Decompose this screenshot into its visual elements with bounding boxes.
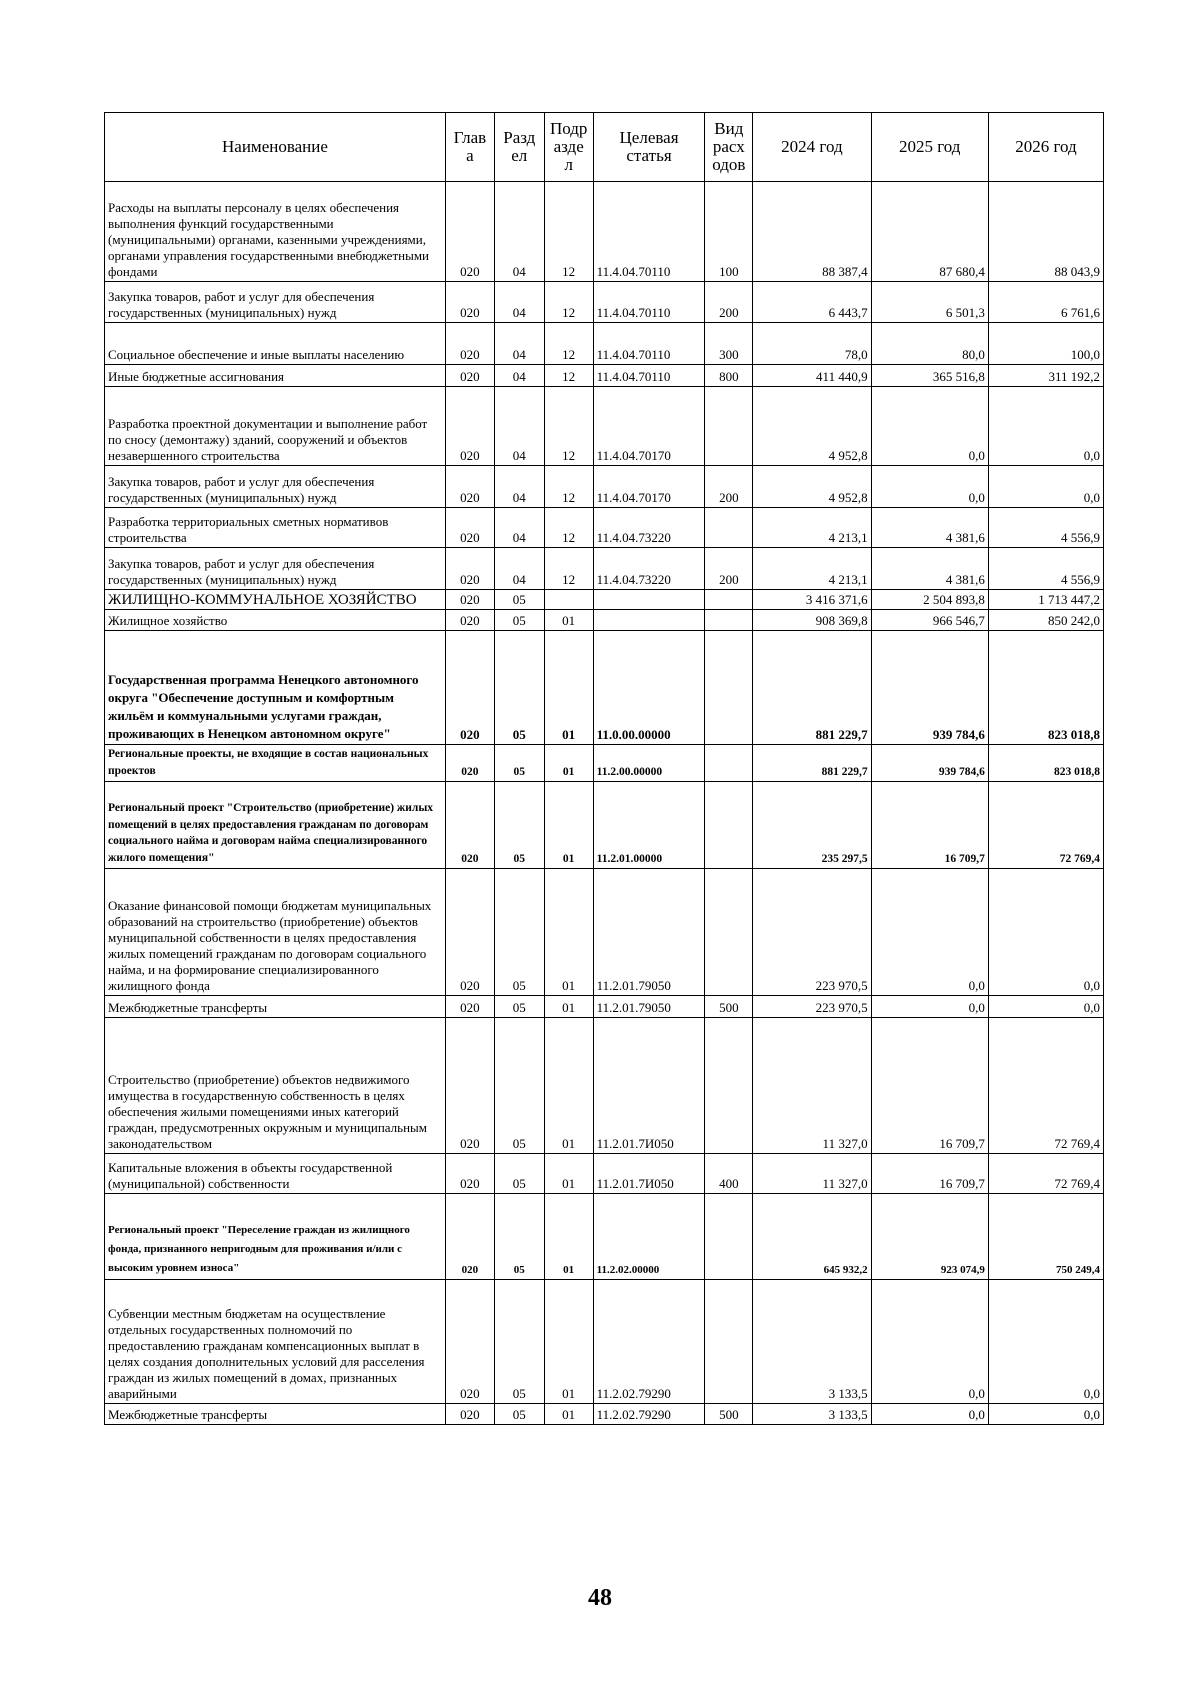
row-2026: 6 761,6: [988, 282, 1103, 323]
header-podrazdel: Подр азде л: [544, 113, 593, 182]
row-name: Иные бюджетные ассигнования: [105, 365, 446, 387]
row-razdel: 04: [494, 387, 544, 466]
row-2026: 0,0: [988, 387, 1103, 466]
row-2026: 72 769,4: [988, 1154, 1103, 1194]
row-razdel: 05: [494, 996, 544, 1018]
row-razdel: 05: [494, 610, 544, 631]
row-2026: 311 192,2: [988, 365, 1103, 387]
row-target: [593, 610, 705, 631]
row-2025: 4 381,6: [871, 548, 988, 590]
table-row: [105, 508, 1104, 548]
row-podrazdel: 12: [544, 508, 593, 548]
row-name: Социальное обеспечение и иные выплаты населению: [105, 323, 446, 365]
row-2026: 100,0: [988, 323, 1103, 365]
row-2025: 0,0: [871, 869, 988, 996]
row-2026: 0,0: [988, 869, 1103, 996]
row-razdel: 05: [494, 1154, 544, 1194]
row-target: 11.4.04.70110: [593, 323, 705, 365]
row-2025: 939 784,6: [871, 631, 988, 745]
row-podrazdel: 12: [544, 365, 593, 387]
row-glava: 020: [445, 610, 494, 631]
row-2024: 11 327,0: [753, 1018, 871, 1154]
row-2025: 6 501,3: [871, 282, 988, 323]
row-name: Межбюджетные трансферты: [105, 996, 446, 1018]
table-row: [105, 782, 1104, 869]
row-target: 11.2.02.00000: [593, 1194, 705, 1280]
row-target: 11.4.04.70110: [593, 182, 705, 282]
row-vid: 500: [705, 996, 753, 1018]
row-2025: 2 504 893,8: [871, 590, 988, 610]
header-2026: 2026 год: [988, 113, 1103, 182]
row-name: ЖИЛИЩНО-КОММУНАЛЬНОЕ ХОЗЯЙСТВО: [105, 590, 446, 610]
header-razdel: Разд ел: [494, 113, 544, 182]
row-name: Разработка проектной документации и выполнение работ по сносу (демонтажу) зданий, сооружений и объектов незавершенного строительства: [105, 387, 446, 466]
row-target: 11.4.04.70170: [593, 387, 705, 466]
row-2025: 87 680,4: [871, 182, 988, 282]
row-razdel: 05: [494, 869, 544, 996]
row-target: 11.4.04.73220: [593, 508, 705, 548]
row-target: 11.2.01.00000: [593, 782, 705, 869]
row-2025: 0,0: [871, 1404, 988, 1425]
row-podrazdel: 01: [544, 1194, 593, 1280]
row-podrazdel: [544, 590, 593, 610]
row-glava: 020: [445, 782, 494, 869]
row-glava: 020: [445, 996, 494, 1018]
row-podrazdel: 01: [544, 1280, 593, 1404]
row-podrazdel: 01: [544, 1154, 593, 1194]
row-2026: 4 556,9: [988, 548, 1103, 590]
table-row: [105, 323, 1104, 365]
table-row: [105, 869, 1104, 996]
row-2024: 4 952,8: [753, 387, 871, 466]
table-row: [105, 365, 1104, 387]
row-2024: 88 387,4: [753, 182, 871, 282]
header-glava: Глав а: [445, 113, 494, 182]
row-2024: 881 229,7: [753, 631, 871, 745]
row-glava: 020: [445, 387, 494, 466]
row-2025: 4 381,6: [871, 508, 988, 548]
row-vid: [705, 1280, 753, 1404]
row-vid: [705, 508, 753, 548]
row-2025: 0,0: [871, 387, 988, 466]
row-target: 11.4.04.70170: [593, 466, 705, 508]
row-vid: 200: [705, 282, 753, 323]
row-razdel: 05: [494, 745, 544, 782]
row-2024: 78,0: [753, 323, 871, 365]
page-number: 48: [588, 1585, 612, 1611]
row-target: 11.2.01.7И050: [593, 1018, 705, 1154]
row-target: 11.4.04.73220: [593, 548, 705, 590]
table-row: [105, 631, 1104, 745]
row-glava: 020: [445, 1154, 494, 1194]
row-2024: 4 213,1: [753, 548, 871, 590]
row-2024: 3 133,5: [753, 1280, 871, 1404]
row-2025: 923 074,9: [871, 1194, 988, 1280]
row-razdel: 05: [494, 1018, 544, 1154]
row-2025: 966 546,7: [871, 610, 988, 631]
row-2025: 365 516,8: [871, 365, 988, 387]
row-podrazdel: 01: [544, 996, 593, 1018]
row-2025: 16 709,7: [871, 1018, 988, 1154]
row-name: Государственная программа Ненецкого автономного округа "Обеспечение доступным и комфортным жильём и коммунальными услугами граждан, проживающих в Ненецком автономном округе": [105, 631, 446, 745]
row-podrazdel: 12: [544, 466, 593, 508]
row-name: Строительство (приобретение) объектов недвижимого имущества в государственную собственность в целях обеспечения жилыми помещениями иных категорий граждан, предусмотренных окружным и муниципальным законодательством: [105, 1018, 446, 1154]
row-2026: 850 242,0: [988, 610, 1103, 631]
row-podrazdel: 12: [544, 182, 593, 282]
row-2026: 72 769,4: [988, 782, 1103, 869]
row-podrazdel: 12: [544, 548, 593, 590]
header-2025: 2025 год: [871, 113, 988, 182]
row-2026: 0,0: [988, 1280, 1103, 1404]
row-name: Разработка территориальных сметных нормативов строительства: [105, 508, 446, 548]
table-row: [105, 282, 1104, 323]
row-vid: 200: [705, 466, 753, 508]
row-target: 11.2.01.79050: [593, 996, 705, 1018]
row-podrazdel: 01: [544, 782, 593, 869]
table-row: [105, 1194, 1104, 1280]
table-row: [105, 996, 1104, 1018]
row-razdel: 05: [494, 1404, 544, 1425]
row-vid: 800: [705, 365, 753, 387]
row-2026: 88 043,9: [988, 182, 1103, 282]
row-vid: [705, 745, 753, 782]
row-razdel: 04: [494, 466, 544, 508]
row-glava: 020: [445, 466, 494, 508]
header-vid: Вид расх одов: [705, 113, 753, 182]
row-2025: 939 784,6: [871, 745, 988, 782]
row-glava: 020: [445, 182, 494, 282]
row-name: Субвенции местным бюджетам на осуществление отдельных государственных полномочий по предоставлению гражданам компенсационных выплат в целях создания дополнительных условий для расселения граждан из жилых помещений в домах, признанных аварийными: [105, 1280, 446, 1404]
row-glava: 020: [445, 508, 494, 548]
row-2025: 16 709,7: [871, 782, 988, 869]
row-vid: [705, 869, 753, 996]
row-podrazdel: 12: [544, 323, 593, 365]
row-target: 11.2.02.79290: [593, 1404, 705, 1425]
header-name: Наименование: [105, 113, 446, 182]
table-row: [105, 182, 1104, 282]
row-name: Закупка товаров, работ и услуг для обеспечения государственных (муниципальных) нужд: [105, 548, 446, 590]
row-razdel: 04: [494, 323, 544, 365]
row-podrazdel: 01: [544, 1404, 593, 1425]
row-podrazdel: 01: [544, 869, 593, 996]
row-2024: 11 327,0: [753, 1154, 871, 1194]
row-razdel: 05: [494, 1194, 544, 1280]
table-row: [105, 1280, 1104, 1404]
row-vid: [705, 631, 753, 745]
row-2026: 750 249,4: [988, 1194, 1103, 1280]
row-2026: 72 769,4: [988, 1018, 1103, 1154]
row-2025: 16 709,7: [871, 1154, 988, 1194]
row-target: 11.2.01.7И050: [593, 1154, 705, 1194]
row-2024: 3 133,5: [753, 1404, 871, 1425]
table-row: [105, 745, 1104, 782]
table-row: [105, 466, 1104, 508]
row-name: Расходы на выплаты персоналу в целях обеспечения выполнения функций государственными (муниципальными) органами, казенными учреждениями, органами управления государственными внебюджетными фондами: [105, 182, 446, 282]
row-2026: 1 713 447,2: [988, 590, 1103, 610]
row-podrazdel: 12: [544, 387, 593, 466]
row-glava: 020: [445, 631, 494, 745]
row-target: 11.2.02.79290: [593, 1280, 705, 1404]
row-vid: [705, 1194, 753, 1280]
row-2026: 4 556,9: [988, 508, 1103, 548]
row-razdel: 04: [494, 508, 544, 548]
row-2024: 223 970,5: [753, 869, 871, 996]
row-vid: 200: [705, 548, 753, 590]
row-razdel: 04: [494, 365, 544, 387]
row-vid: [705, 1018, 753, 1154]
row-vid: 100: [705, 182, 753, 282]
row-2024: 881 229,7: [753, 745, 871, 782]
row-glava: 020: [445, 745, 494, 782]
row-name: Закупка товаров, работ и услуг для обеспечения государственных (муниципальных) нужд: [105, 466, 446, 508]
header-2024: 2024 год: [753, 113, 871, 182]
row-2024: 4 952,8: [753, 466, 871, 508]
row-podrazdel: 01: [544, 610, 593, 631]
row-glava: 020: [445, 282, 494, 323]
row-target: [593, 590, 705, 610]
row-podrazdel: 12: [544, 282, 593, 323]
table-row: [105, 610, 1104, 631]
budget-table: [104, 112, 1104, 1425]
row-2024: 6 443,7: [753, 282, 871, 323]
row-2024: 3 416 371,6: [753, 590, 871, 610]
row-2026: 0,0: [988, 466, 1103, 508]
row-target: 11.4.04.70110: [593, 365, 705, 387]
row-razdel: 04: [494, 182, 544, 282]
row-vid: [705, 782, 753, 869]
row-target: 11.0.00.00000: [593, 631, 705, 745]
row-2024: 411 440,9: [753, 365, 871, 387]
row-glava: 020: [445, 1018, 494, 1154]
row-name: Региональные проекты, не входящие в состав национальных проектов: [105, 745, 446, 782]
row-target: 11.4.04.70110: [593, 282, 705, 323]
row-target: 11.2.01.79050: [593, 869, 705, 996]
row-2026: 823 018,8: [988, 745, 1103, 782]
row-target: 11.2.00.00000: [593, 745, 705, 782]
table-row: [105, 590, 1104, 610]
row-podrazdel: 01: [544, 745, 593, 782]
row-podrazdel: 01: [544, 1018, 593, 1154]
table-row: [105, 1018, 1104, 1154]
row-razdel: 05: [494, 631, 544, 745]
table-header-row: [105, 113, 1104, 182]
row-vid: [705, 610, 753, 631]
row-2024: 4 213,1: [753, 508, 871, 548]
row-2024: 223 970,5: [753, 996, 871, 1018]
row-glava: 020: [445, 365, 494, 387]
row-razdel: 04: [494, 548, 544, 590]
row-2025: 0,0: [871, 466, 988, 508]
row-vid: [705, 590, 753, 610]
row-2024: 235 297,5: [753, 782, 871, 869]
row-glava: 020: [445, 323, 494, 365]
row-2025: 0,0: [871, 1280, 988, 1404]
row-podrazdel: 01: [544, 631, 593, 745]
row-name: Закупка товаров, работ и услуг для обеспечения государственных (муниципальных) нужд: [105, 282, 446, 323]
row-glava: 020: [445, 590, 494, 610]
row-name: Оказание финансовой помощи бюджетам муниципальных образований на строительство (приобретение) объектов муниципальной собственности в целях предоставления жилых помещений гражданам по договорам социального найма, и на формирование специализированного жилищного фонда: [105, 869, 446, 996]
row-glava: 020: [445, 869, 494, 996]
row-name: Жилищное хозяйство: [105, 610, 446, 631]
row-name: Капитальные вложения в объекты государственной (муниципальной) собственности: [105, 1154, 446, 1194]
row-2026: 0,0: [988, 996, 1103, 1018]
row-name: Региональный проект "Переселение граждан из жилищного фонда, признанного непригодным для проживания и/или с высоким уровнем износа": [105, 1194, 446, 1280]
row-glava: 020: [445, 548, 494, 590]
row-razdel: 04: [494, 282, 544, 323]
header-target: Целевая статья: [593, 113, 705, 182]
row-razdel: 05: [494, 590, 544, 610]
row-razdel: 05: [494, 1280, 544, 1404]
row-razdel: 05: [494, 782, 544, 869]
row-vid: 300: [705, 323, 753, 365]
row-2025: 0,0: [871, 996, 988, 1018]
row-2026: 823 018,8: [988, 631, 1103, 745]
row-2025: 80,0: [871, 323, 988, 365]
row-vid: 500: [705, 1404, 753, 1425]
row-name: Региональный проект "Строительство (приобретение) жилых помещений в целях предоставления гражданам по договорам социального найма и договорам найма специализированного жилого помещения": [105, 782, 446, 869]
row-name: Межбюджетные трансферты: [105, 1404, 446, 1425]
row-glava: 020: [445, 1194, 494, 1280]
row-2024: 908 369,8: [753, 610, 871, 631]
table-row: [105, 1154, 1104, 1194]
row-glava: 020: [445, 1404, 494, 1425]
row-glava: 020: [445, 1280, 494, 1404]
row-2026: 0,0: [988, 1404, 1103, 1425]
row-vid: [705, 387, 753, 466]
table-row: [105, 387, 1104, 466]
table-row: [105, 1404, 1104, 1425]
row-vid: 400: [705, 1154, 753, 1194]
row-2024: 645 932,2: [753, 1194, 871, 1280]
table-row: [105, 548, 1104, 590]
